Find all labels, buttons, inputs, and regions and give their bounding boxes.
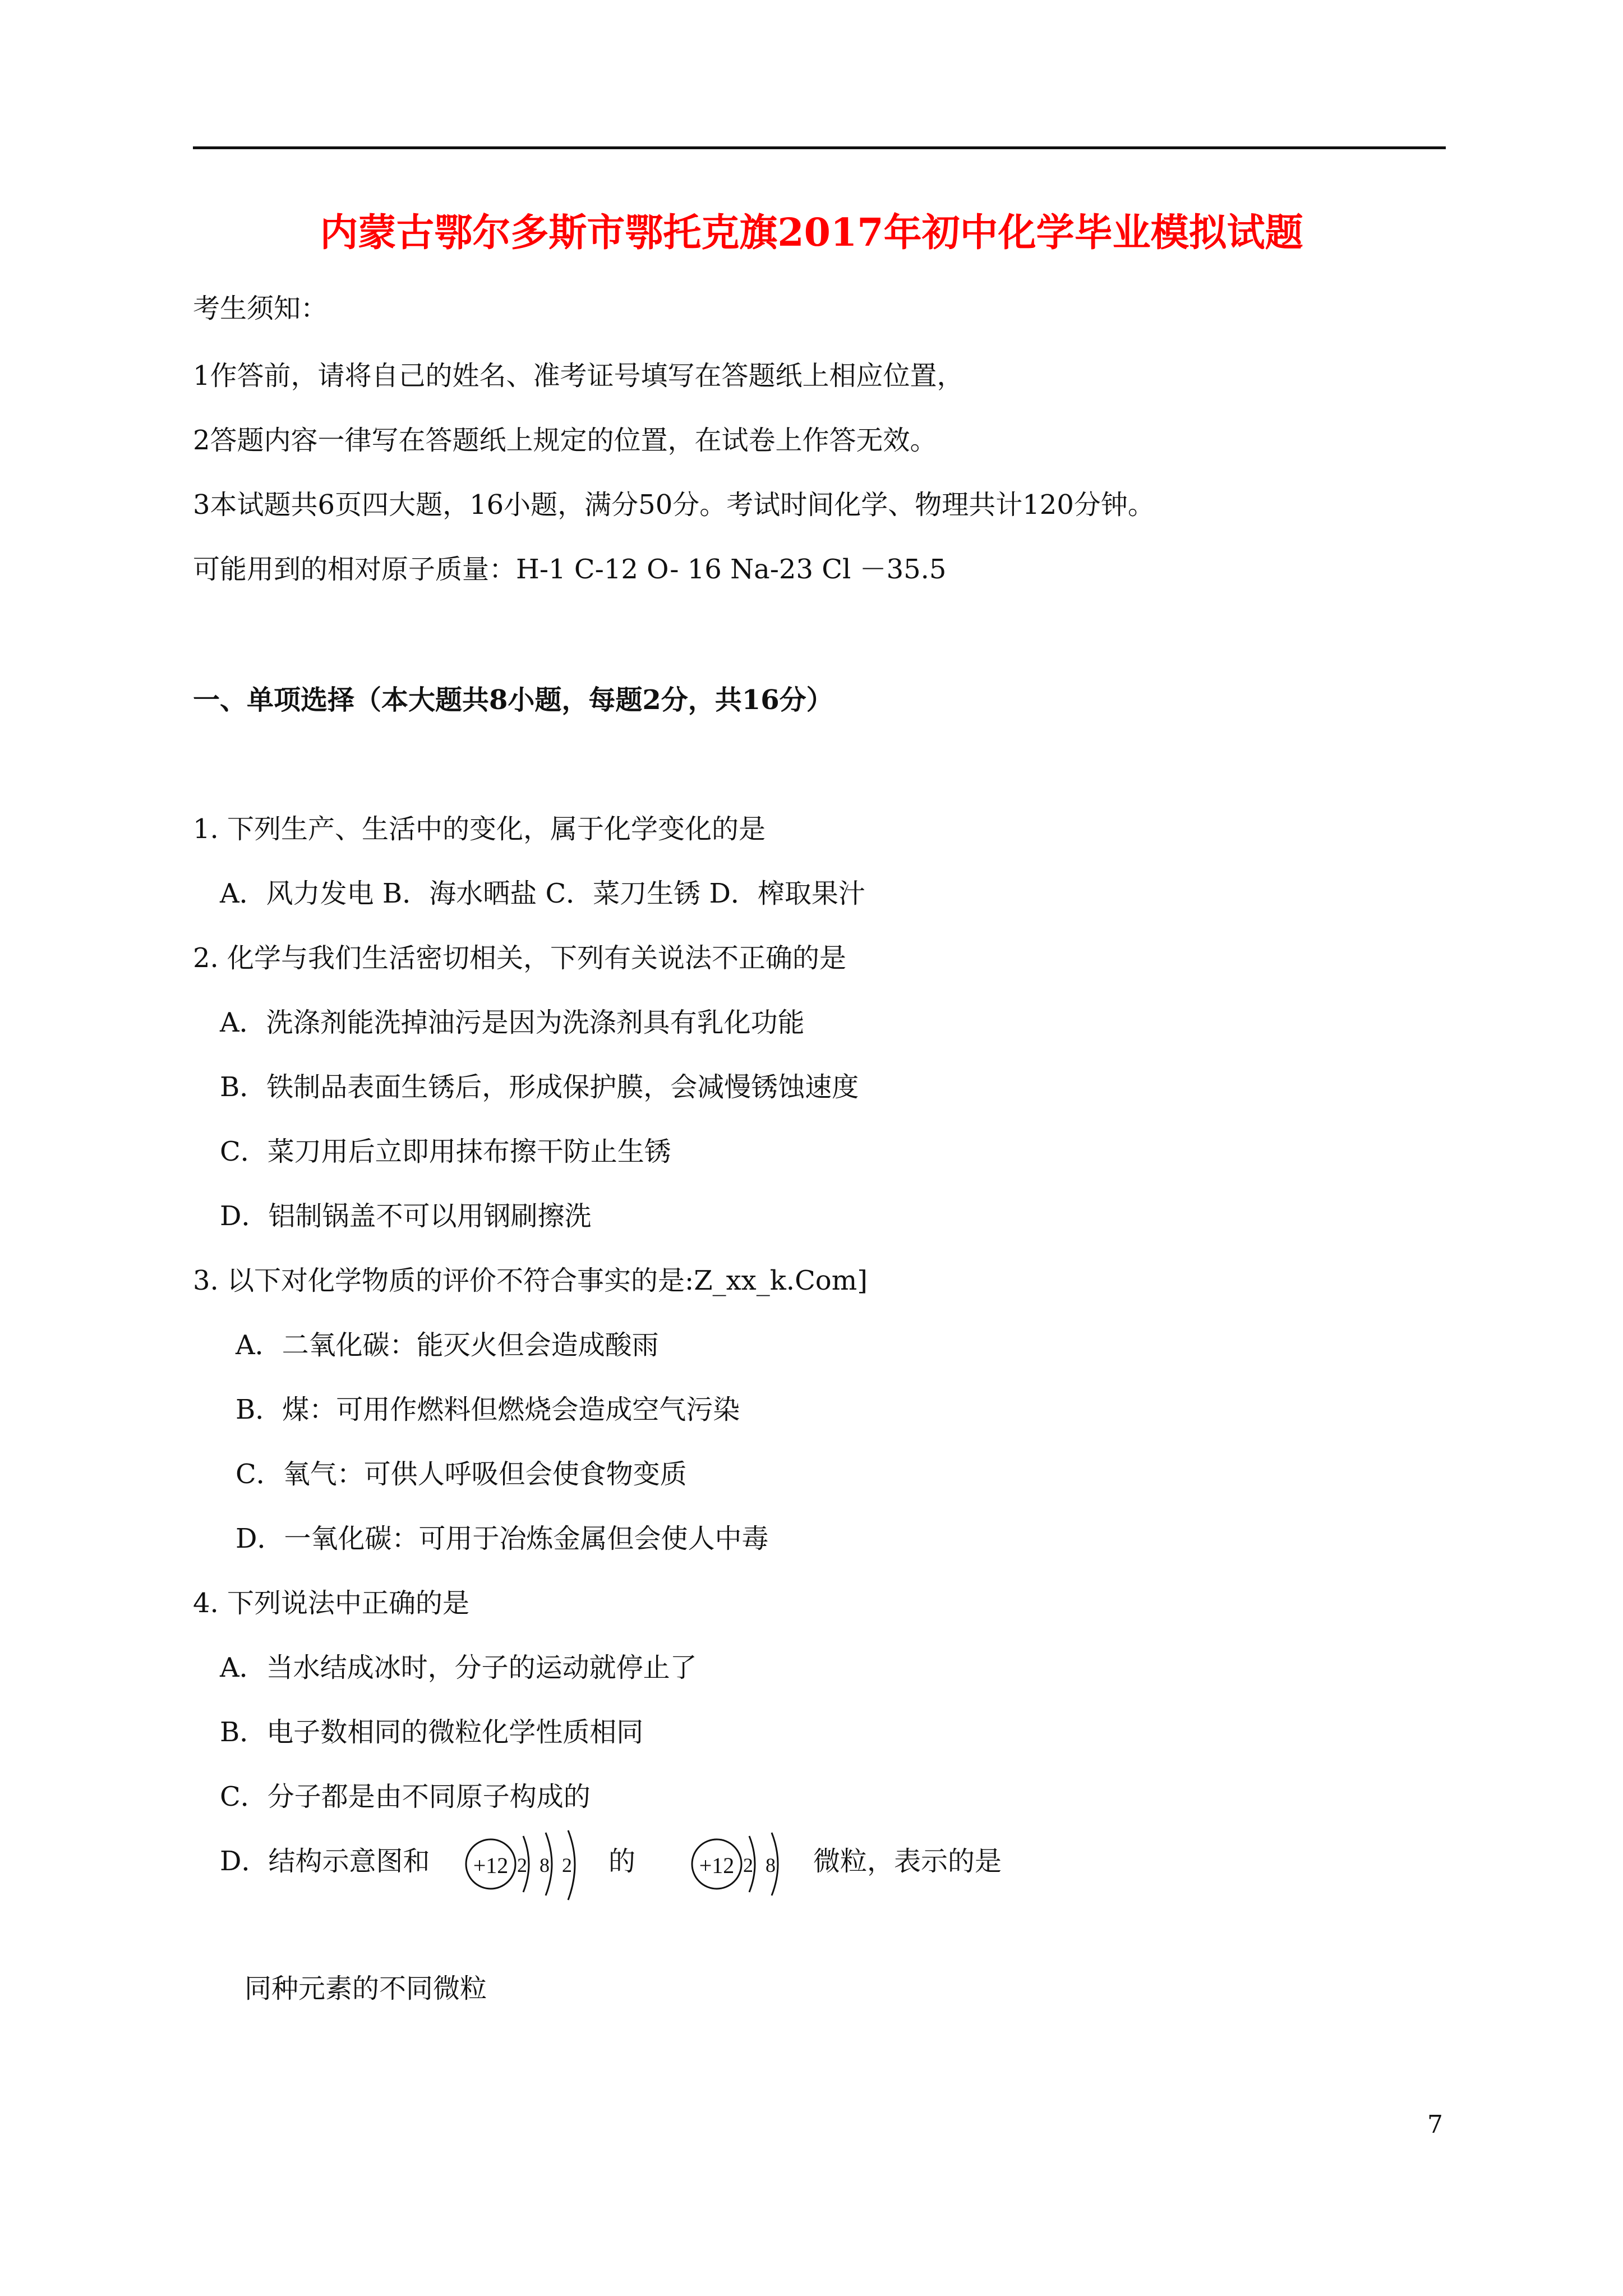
- q2-stem: 2. 化学与我们生活密切相关，下列有关说法不正确的是: [193, 942, 847, 974]
- page-title: 内蒙古鄂尔多斯市鄂托克旗2017年初中化学毕业模拟试题: [320, 210, 1303, 255]
- q4-option-d-continuation: 同种元素的不同微粒: [245, 1973, 487, 2004]
- notice-item-3: 3本试题共6页四大题，16小题，满分50分。考试时间化学、物理共计120分钟。: [193, 489, 1155, 521]
- q1-stem: 1. 下列生产、生活中的变化，属于化学变化的是: [193, 813, 766, 845]
- q3-option-a: A．二氧化碳：能灭火但会造成酸雨: [236, 1329, 659, 1361]
- section-heading: 一、单项选择（本大题共8小题，每题2分，共16分）: [193, 684, 833, 716]
- q3-option-c: C．氧气：可供人呼吸但会使食物变质: [236, 1458, 687, 1490]
- q2-option-b: B．铁制品表面生锈后，形成保护膜，会减慢锈蚀速度: [220, 1071, 859, 1103]
- q4-option-d-post: 微粒，表示的是: [813, 1846, 1002, 1877]
- q1-options: A．风力发电 B．海水晒盐 C．菜刀生锈 D．榨取果汁: [220, 878, 865, 909]
- q4-option-c: C．分子都是由不同原子构成的: [220, 1781, 591, 1812]
- shell-electrons-1: 2: [517, 1854, 527, 1876]
- nucleus-charge: +12: [473, 1853, 509, 1878]
- nucleus-charge: +12: [699, 1853, 735, 1878]
- q4-option-b: B．电子数相同的微粒化学性质相同: [220, 1717, 644, 1748]
- q2-option-d: D．铝制锅盖不可以用钢刷擦洗: [220, 1200, 592, 1232]
- q4-option-d-pre: D．结构示意图和: [220, 1846, 430, 1877]
- q4-option-a: A．当水结成冰时，分子的运动就停止了: [220, 1652, 697, 1683]
- notice-heading: 考生须知：: [193, 293, 328, 324]
- q3-stem: 3. 以下对化学物质的评价不符合事实的是:Z_xx_k.Com]: [193, 1265, 868, 1296]
- q3-option-d: D．一氧化碳：可用于冶炼金属但会使人中毒: [236, 1523, 769, 1554]
- q4-option-d-mid: 的: [608, 1846, 636, 1877]
- shell-electrons-2: 8: [540, 1854, 550, 1876]
- q4-stem: 4. 下列说法中正确的是: [193, 1588, 470, 1619]
- shell-electrons-2: 8: [766, 1854, 776, 1876]
- q2-option-c: C．菜刀用后立即用抹布擦干防止生锈: [220, 1136, 671, 1167]
- shell-electrons-3: 2: [562, 1854, 572, 1876]
- q2-option-a: A．洗涤剂能洗掉油污是因为洗涤剂具有乳化功能: [220, 1007, 805, 1038]
- page-number: 7: [1427, 2110, 1443, 2139]
- atom-structure-diagram-1: [457, 1826, 592, 1904]
- shell-electrons-1: 2: [743, 1854, 753, 1876]
- notice-item-2: 2答题内容一律写在答题纸上规定的位置，在试卷上作答无效。: [193, 425, 937, 456]
- atom-structure-diagram-2: [683, 1826, 795, 1904]
- atomic-masses: 可能用到的相对原子质量：H-1 C-12 O- 16 Na-23 Cl －35.5: [193, 554, 947, 585]
- notice-item-1: 1作答前，请将自己的姓名、准考证号填写在答题纸上相应位置，: [193, 360, 964, 392]
- header-rule: [193, 146, 1446, 149]
- q3-option-b: B．煤：可用作燃料但燃烧会造成空气污染: [236, 1394, 740, 1425]
